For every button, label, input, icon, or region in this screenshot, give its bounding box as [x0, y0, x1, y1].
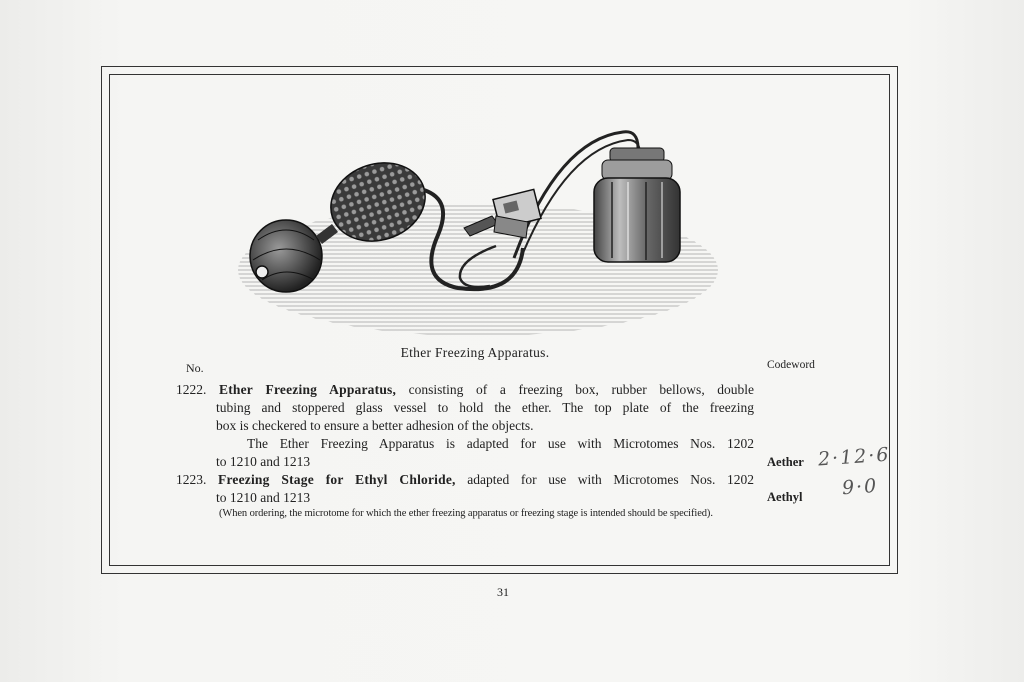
stoppered-glass-vessel: [594, 148, 680, 262]
item-1222-line-3: box is checkered to ensure a better adhesion of the objects.: [216, 418, 534, 433]
handwritten-price-1223: 9·0: [841, 474, 879, 500]
item-number: 1223.: [176, 472, 207, 487]
item-1222-line-1: [176, 381, 754, 398]
item-1222-line-4: The Ether Freezing Apparatus is adapted for use with Microtomes Nos. 1202: [247, 436, 754, 451]
rubber-bulb: [250, 220, 322, 292]
codeword-aether: Aether: [767, 455, 804, 469]
ether-freezing-apparatus-illustration: [228, 120, 728, 345]
item-1223-line-1: [176, 471, 754, 488]
page-number: 31: [497, 585, 509, 599]
codeword-aethyl: Aethyl: [767, 490, 803, 504]
item-1223-line-2: to 1210 and 1213: [216, 490, 311, 505]
item-description: adapted for use with Microtomes Nos. 1202: [467, 472, 755, 487]
item-number: 1222.: [176, 382, 207, 397]
ordering-note: (When ordering, the microtome for which the ether freezing apparatus or freezing stage is intended should be specified).: [219, 508, 713, 519]
item-description: consisting of a freezing box, rubber bellows, double: [408, 382, 755, 397]
item-1222-line-5: to 1210 and 1213: [216, 454, 311, 469]
item-1222-line-2: tubing and stoppered glass vessel to hold the ether. The top plate of the freezing: [216, 400, 754, 415]
item-name: Ether Freezing Apparatus,: [218, 382, 397, 397]
item-name: Freezing Stage for Ethyl Chloride,: [218, 472, 456, 487]
codeword-column-header: Codeword: [767, 359, 815, 371]
number-column-header: No.: [186, 361, 204, 375]
handwritten-price-1222: 2·12·6: [817, 443, 892, 471]
figure-caption: Ether Freezing Apparatus.: [400, 345, 550, 360]
